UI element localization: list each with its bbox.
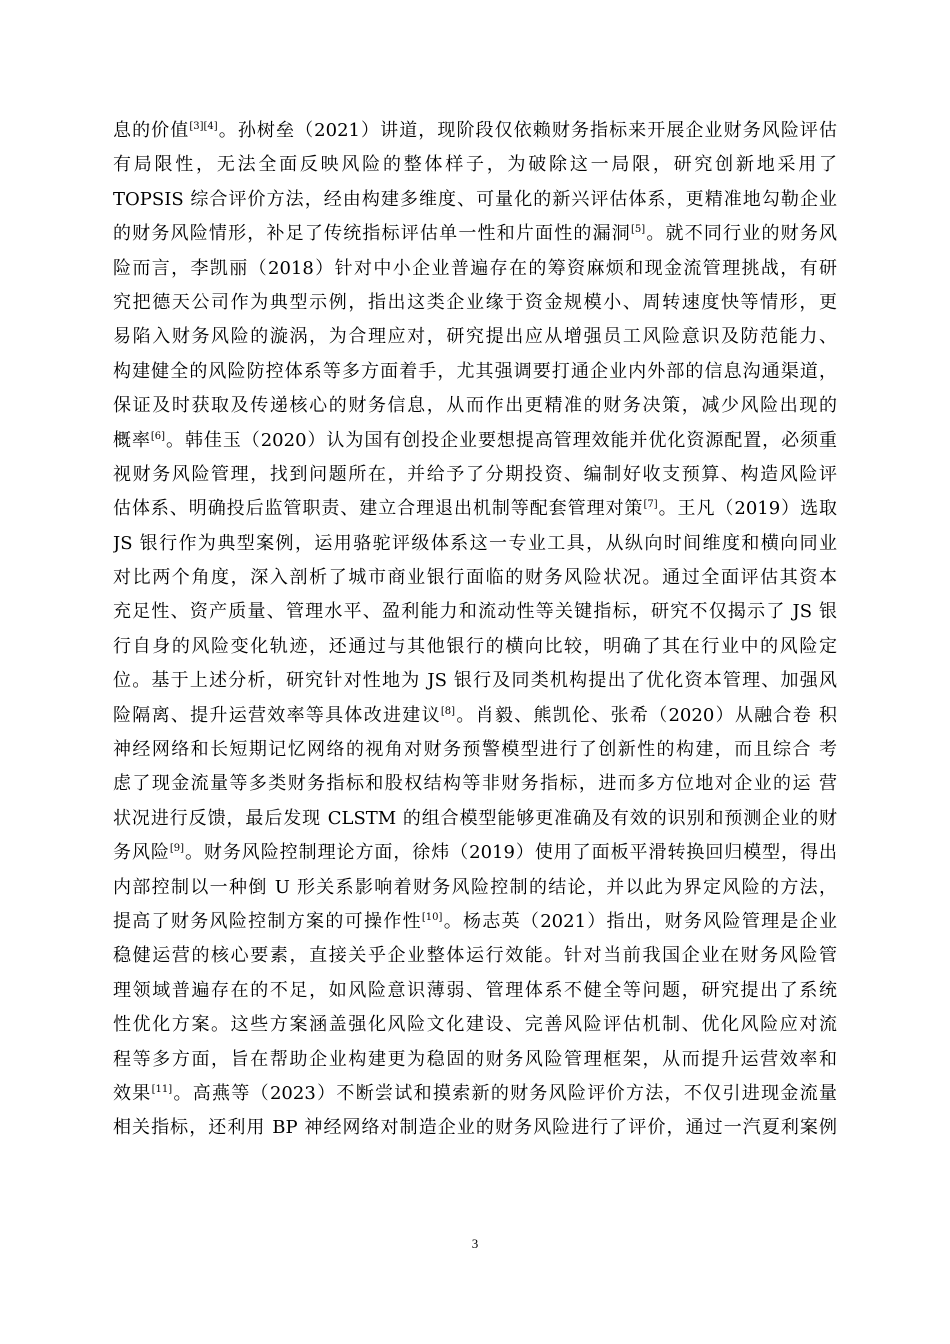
text-line <box>113 424 837 458</box>
text-line <box>113 183 837 217</box>
text-line <box>113 1008 837 1042</box>
text-line <box>113 1111 837 1145</box>
text-run: 。韩佳玉（2020）认为国有创投企业要想提高管理效能并优化资源配置，必须重 <box>165 429 837 451</box>
citation-ref: [3][4] <box>189 121 218 132</box>
text-line <box>113 733 837 767</box>
text-run: JS 银行作为典型案例，运用骆驼评级体系这一专业工具，从纵向时间维度和横向同业 <box>113 532 837 554</box>
text-line <box>113 1077 837 1111</box>
text-run: 构建健全的风险防控体系等多方面着手，尤其强调要打通企业内外部的信息沟通渠道， <box>113 360 837 382</box>
text-run: 保证及时获取及传递核心的财务信息，从而作出更精准的财务决策，减少风险出现的 <box>113 395 837 417</box>
text-run: 务风险 <box>113 842 170 864</box>
text-run: 。王凡（2019）选取 <box>657 498 837 520</box>
text-line <box>113 802 837 836</box>
text-run: 的财务风险情形，补足了传统指标评估单一性和片面性的漏洞 <box>113 223 631 245</box>
text-line <box>113 252 837 286</box>
citation-ref: [10] <box>421 911 443 923</box>
citation-ref: [7] <box>643 499 658 511</box>
text-line <box>113 664 837 698</box>
text-run: 状况进行反馈，最后发现 CLSTM 的组合模型能够更准确及有效的识别和预测企业的财 <box>113 807 837 829</box>
text-run: 究把德天公司作为典型示例，指出这类企业缘于资金规模小、周转速度快等情形，更 <box>113 291 837 313</box>
text-run: TOPSIS 综合评价方法，经由构建多维度、可量化的新兴评估体系，更精准地勾勒企业 <box>113 188 837 210</box>
text-run: 概率 <box>113 429 151 451</box>
text-line <box>113 871 837 905</box>
text-run: 估体系、明确投后监管职责、建立合理退出机制等配套管理对策 <box>113 498 644 520</box>
text-run: 视财务风险管理，找到问题所在，并给予了分期投资、编制好收支预算、构造风险评 <box>113 463 837 485</box>
text-line <box>113 836 837 870</box>
text-line <box>113 527 837 561</box>
text-run: 。杨志英（2021）指出，财务风险管理是企业 <box>442 910 837 932</box>
text-line <box>113 114 837 148</box>
text-line <box>113 905 837 939</box>
text-line <box>113 595 837 629</box>
text-run: 险而言，李凯丽（2018）针对中小企业普遍存在的筹资麻烦和现金流管理挑战，有研 <box>113 257 837 279</box>
text-run: 险隔离、提升运营效率等具体改进建议 <box>113 704 441 726</box>
text-run: 提高了财务风险控制方案的可操作性 <box>113 910 422 932</box>
text-run: 。就不同行业的财务风 <box>645 223 837 245</box>
citation-ref: [11] <box>151 1083 173 1095</box>
citation-ref: [8] <box>440 705 456 717</box>
text-run: 有局限性，无法全面反映风险的整体样子，为破除这一局限，研究创新地采用了 <box>113 154 837 176</box>
text-run: 。肖毅、熊凯伦、张希（2020）从融合卷 积 <box>455 704 837 726</box>
text-line <box>113 939 837 973</box>
text-line <box>113 320 837 354</box>
text-run: 位。基于上述分析，研究针对性地为 JS 银行及同类机构提出了优化资本管理、加强风 <box>113 670 837 692</box>
text-line <box>113 355 837 389</box>
text-line <box>113 1043 837 1077</box>
text-line <box>113 389 837 423</box>
text-run: 内部控制以一种倒 U 形关系影响着财务风险控制的结论，并以此为界定风险的方法， <box>113 876 837 898</box>
text-line <box>113 561 837 595</box>
text-line <box>113 699 837 733</box>
text-run: 程等多方面，旨在帮助企业构建更为稳固的财务风险管理框架，从而提升运营效率和 <box>113 1048 837 1070</box>
text-line <box>113 217 837 251</box>
text-run: 充足性、资产质量、管理水平、盈利能力和流动性等关键指标，研究不仅揭示了 JS 银 <box>113 601 837 623</box>
text-run: 息的价值 <box>113 120 190 141</box>
text-run: 稳健运营的核心要素，直接关乎企业整体运行效能。针对当前我国企业在财务风险管 <box>113 945 837 967</box>
text-line <box>113 767 837 801</box>
text-run: 神经网络和长短期记忆网络的视角对财务预警模型进行了创新性的构建，而且综合 考 <box>113 739 837 761</box>
text-run: 对比两个角度，深入剖析了城市商业银行面临的财务风险状况。通过全面评估其资本 <box>113 567 837 589</box>
text-line <box>113 286 837 320</box>
citation-ref: [9] <box>169 843 185 855</box>
text-line <box>113 458 837 492</box>
citation-ref: [5] <box>630 224 646 236</box>
text-line <box>113 148 837 182</box>
text-run: 。高燕等（2023）不断尝试和摸索新的财务风险评价方法，不仅引进现金流量 <box>172 1082 837 1104</box>
text-run: 行自身的风险变化轨迹，还通过与其他银行的横向比较，明确了其在行业中的风险定 <box>113 635 837 657</box>
text-run: 效果 <box>113 1082 152 1104</box>
text-line <box>113 974 837 1008</box>
text-line <box>113 630 837 664</box>
text-run: 性优化方案。这些方案涵盖强化风险文化建设、完善风险评估机制、优化风险应对流 <box>113 1014 837 1036</box>
text-run: 理领域普遍存在的不足，如风险意识薄弱、管理体系不健全等问题，研究提出了系统 <box>113 979 837 1001</box>
text-run: 易陷入财务风险的漩涡，为合理应对，研究提出应从增强员工风险意识及防范能力、 <box>113 326 837 348</box>
page-number: 3 <box>471 1236 479 1251</box>
text-line <box>113 492 837 526</box>
text-run: 相关指标，还利用 BP 神经网络对制造企业的财务风险进行了评价，通过一汽夏利案例 <box>113 1117 837 1139</box>
text-run: 。财务风险控制理论方面，徐炜（2019）使用了面板平滑转换回归模型，得出 <box>184 842 837 864</box>
citation-ref: [6] <box>150 430 166 442</box>
text-run: 。孙树垒（2021）讲道，现阶段仅依赖财务指标来开展企业财务风险评估 <box>217 120 837 141</box>
text-run: 虑了现金流量等多类财务指标和股权结构等非财务指标，进而多方位地对企业的运 营 <box>113 773 837 795</box>
body-paragraph <box>113 114 837 1146</box>
